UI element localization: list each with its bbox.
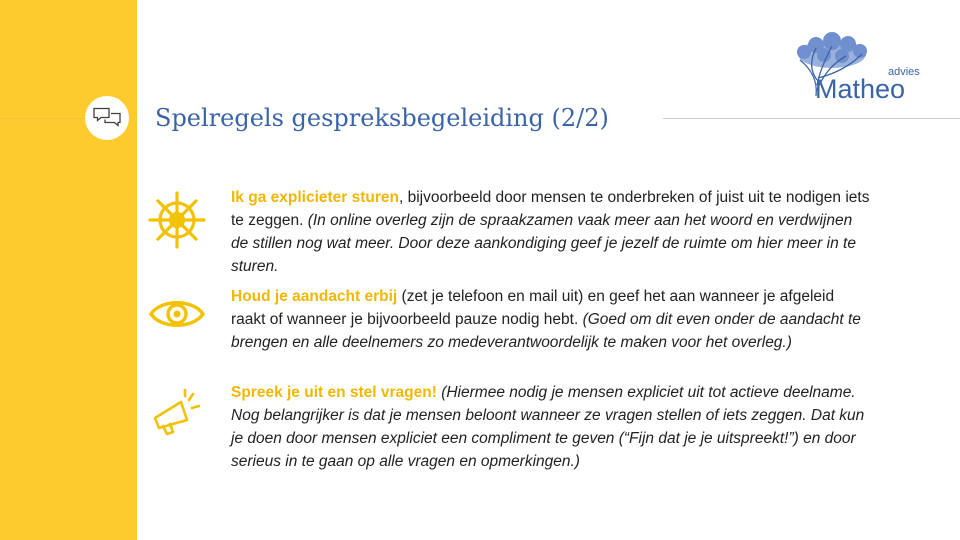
item-italic-note: (In online overleg zijn de spraakzamen vaak meer aan het woord en verdwijnen de stillen nog wat meer. Door deze aankondiging geef je jezelf de ruimte om hier meer in te sturen. (231, 212, 856, 275)
chat-badge (85, 96, 129, 140)
item-italic-note: (Hiermee nodig je mensen expliciet uit tot actieve deelname. Nog belangrijker is dat je mensen beloont wanneer ze vragen stellen of iets zeggen. Dat kun je doen door mensen expliciet een compliment te geven (“Fijn dat je je uitspreekt!”) en door serieus in te gaan op alle vragen en opmerkingen.) (231, 384, 865, 470)
list-item (231, 186, 871, 278)
title-divider-left (0, 118, 88, 119)
eye-icon (147, 292, 207, 336)
left-accent-band (0, 0, 137, 540)
item-text: , bijvoorbeeld door mensen te onderbreken of juist uit te nodigen iets te zeggen. (231, 189, 870, 229)
item-highlight: Spreek je uit en stel vragen! (231, 384, 437, 401)
logo-wordmark: Matheo (815, 74, 906, 104)
item-text: (zet je telefoon en mail uit) en geef het aan wanneer je afgeleid raakt of wanneer je bijvoorbeeld pauze nodig hebt. (231, 288, 835, 328)
ship-wheel-icon (147, 190, 207, 250)
item-italic-note: (Goed om dit even onder de aandacht te brengen en alle deelnemers zo medeverantwoordelijk te maken voor het overleg.) (231, 311, 861, 351)
logo-subtitle: advies (888, 66, 920, 78)
title-divider-right (663, 118, 960, 119)
slide-title: Spelregels gespreksbegeleiding (2/2) (155, 104, 609, 132)
item-highlight: Houd je aandacht erbij (231, 288, 398, 305)
megaphone-icon (147, 388, 207, 438)
item-highlight: Ik ga explicieter sturen (231, 189, 399, 206)
list-item (231, 381, 871, 473)
list-item (231, 285, 871, 354)
chat-icon (92, 107, 122, 129)
